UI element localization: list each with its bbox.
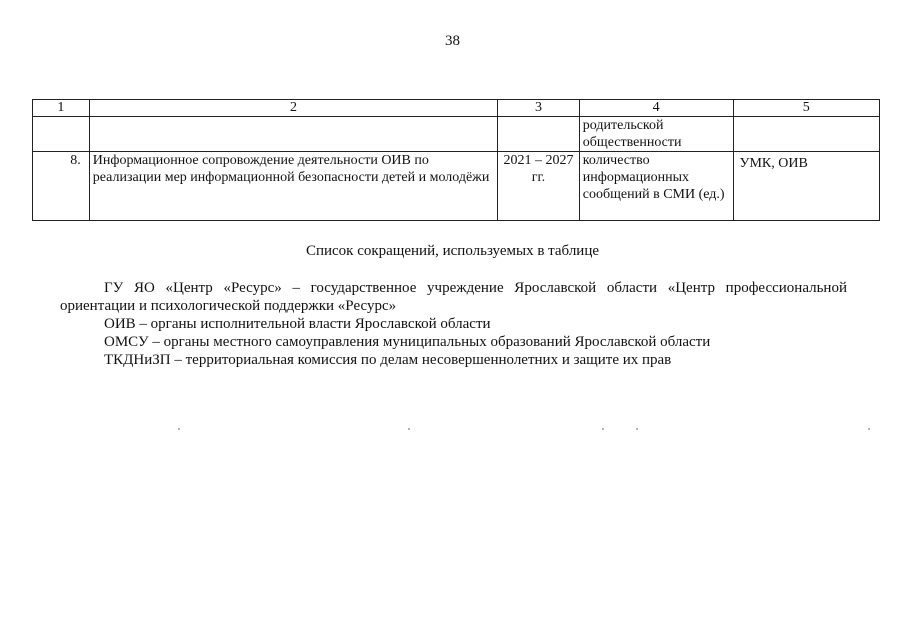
scan-speck (178, 428, 180, 430)
header-cell-4: 4 (579, 100, 733, 117)
table-row (33, 117, 880, 152)
abbreviations-title: Список сокращений, используемых в таблице (305, 243, 600, 259)
abbreviations-list (60, 279, 847, 369)
abbreviation-item: ГУ ЯО «Центр «Ресурс» – государственное учреждение Ярославской области «Центр профессиональной ориентации и психологической поддержки «Ресурс» (60, 280, 847, 314)
header-cell-5: 5 (733, 100, 879, 117)
page-number: 38 (445, 33, 460, 49)
scan-speck (408, 428, 410, 430)
row-activity: Информационное сопровождение деятельности ОИВ по реализации мер информационной безопасности детей и молодёжи (89, 152, 497, 221)
row-indicator: родительской общественности (579, 117, 733, 152)
table-header-row (33, 100, 880, 117)
plan-table (32, 99, 880, 221)
header-cell-1: 1 (33, 100, 90, 117)
row-responsible: УМК, ОИВ (733, 152, 879, 221)
row-number (33, 117, 90, 152)
header-cell-2: 2 (89, 100, 497, 117)
row-period (498, 117, 580, 152)
abbreviation-item: ОМСУ – органы местного самоуправления муниципальных образований Ярославской области (104, 334, 711, 350)
header-cell-3: 3 (498, 100, 580, 117)
table-row (33, 152, 880, 221)
row-activity (89, 117, 497, 152)
row-period: 2021 – 2027 гг. (498, 152, 580, 221)
scan-speck (602, 428, 604, 430)
row-number: 8. (33, 152, 90, 221)
scan-speck (868, 428, 870, 430)
scan-speck (636, 428, 638, 430)
abbreviation-item: ТКДНиЗП – территориальная комиссия по делам несовершеннолетних и защите их прав (104, 352, 672, 368)
row-indicator: количество информационных сообщений в СМИ (ед.) (579, 152, 733, 221)
row-responsible (733, 117, 879, 152)
abbreviation-item: ОИВ – органы исполнительной власти Ярославской области (104, 316, 491, 332)
